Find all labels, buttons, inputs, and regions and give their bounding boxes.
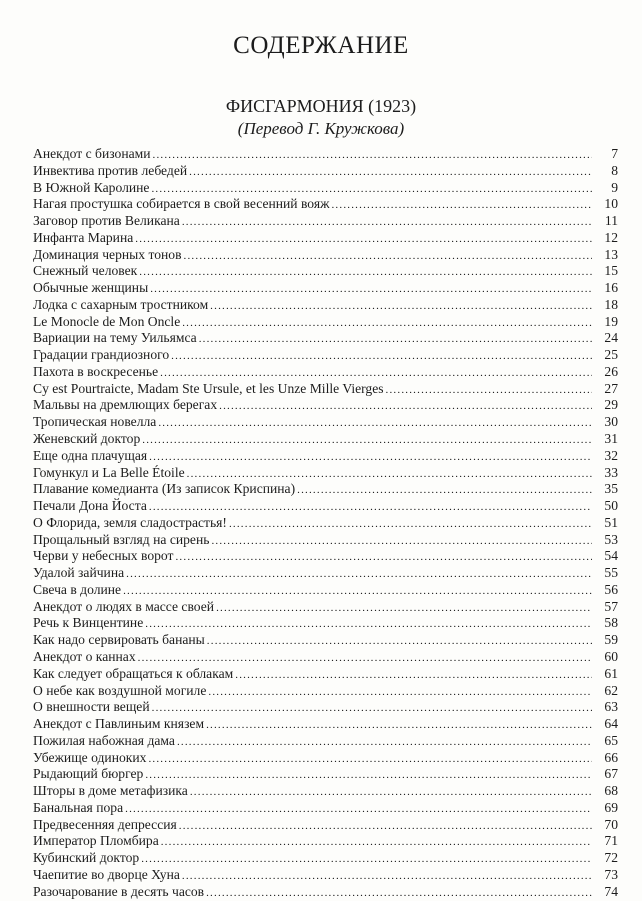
- dot-leader: [149, 499, 592, 516]
- toc-entry-title: Лодка с сахарным тростником: [33, 296, 209, 312]
- toc-entry-page: 56: [604, 581, 618, 597]
- toc-entry-page: 51: [604, 514, 618, 530]
- toc-entry: [33, 314, 618, 331]
- toc-entry-title: Банальная пора: [33, 799, 124, 815]
- toc-entry-title: В Южной Каролине: [33, 179, 150, 195]
- toc-entry-title: Как следует обращаться к облакам: [33, 665, 234, 681]
- toc-entry-page: 24: [604, 330, 618, 346]
- dot-leader: [331, 197, 592, 214]
- toc-entry: [33, 850, 618, 867]
- toc-entry: [33, 230, 618, 247]
- toc-entry: [33, 716, 618, 733]
- toc-entry-title: О небе как воздушной могиле: [33, 682, 207, 698]
- toc-entry: [33, 615, 618, 632]
- toc-entry: [33, 800, 618, 817]
- toc-entry-title: Император Пломбира: [33, 833, 159, 849]
- toc-entry-page: 32: [604, 447, 618, 463]
- toc-entry-title: Вариации на тему Уильямса: [33, 330, 197, 346]
- toc-entry-page: 27: [604, 380, 618, 396]
- toc-entry-page: 70: [604, 816, 618, 832]
- toc-entry-page: 16: [604, 280, 618, 296]
- toc-entry: [33, 582, 618, 599]
- toc-entry: [33, 280, 618, 297]
- toc-entry: [33, 833, 618, 850]
- dot-leader: [139, 264, 592, 281]
- dot-leader: [235, 667, 592, 684]
- toc-entry-page: 11: [604, 213, 618, 229]
- toc-entry: [33, 884, 618, 901]
- toc-entry: [33, 867, 618, 884]
- dot-leader: [179, 818, 592, 835]
- dot-leader: [210, 298, 592, 315]
- toc-entry-title: Тропическая новелла: [33, 414, 157, 430]
- toc-entry: [33, 699, 618, 716]
- toc-entry-page: 33: [604, 464, 618, 480]
- toc-entry-title: Кубинский доктор: [33, 850, 140, 866]
- toc-entry: [33, 498, 618, 515]
- toc-entry-title: Предвесенняя депрессия: [33, 816, 177, 832]
- toc-entry-page: 69: [604, 799, 618, 815]
- toc-entry-title: О внешности вещей: [33, 699, 150, 715]
- toc-entry-title: Женевский доктор: [33, 431, 141, 447]
- toc-entry-title: Анекдот с бизонами: [33, 146, 151, 161]
- dot-leader: [142, 432, 592, 449]
- toc-entry: [33, 180, 618, 197]
- toc-entry-page: 72: [604, 850, 618, 866]
- toc-entry-title: Пожилая набожная дама: [33, 732, 175, 748]
- toc-entry-page: 65: [604, 732, 618, 748]
- dot-leader: [149, 449, 592, 466]
- toc-entry: [33, 481, 618, 498]
- toc-entry: [33, 733, 618, 750]
- toc-entry-page: 60: [604, 648, 618, 664]
- dot-leader: [297, 482, 592, 499]
- dot-leader: [211, 533, 592, 550]
- toc-entry-title: Речь к Винцентине: [33, 615, 144, 631]
- dot-leader: [150, 281, 592, 298]
- dot-leader: [182, 868, 592, 885]
- toc-entry-title: Чаепитие во дворце Хуна: [33, 866, 180, 882]
- toc-entry: [33, 632, 618, 649]
- toc-entry-title: Снежный человек: [33, 263, 138, 279]
- toc-entry: [33, 532, 618, 549]
- toc-entry-page: 35: [604, 481, 618, 497]
- toc-entry: [33, 196, 618, 213]
- toc-entry-page: 9: [611, 179, 618, 195]
- dot-leader: [206, 717, 592, 734]
- toc-entry-page: 8: [611, 162, 618, 178]
- toc-entry-page: 71: [604, 833, 618, 849]
- toc-entry-page: 59: [604, 632, 618, 648]
- toc-entry-title: Прощальный взгляд на сирень: [33, 531, 210, 547]
- toc-entry-title: Le Monocle de Mon Oncle: [33, 313, 181, 329]
- toc-entry-title: Обычные женщины: [33, 280, 149, 296]
- toc-entry-page: 54: [604, 548, 618, 564]
- toc-entry-title: Мальвы на дремлющих берегах: [33, 397, 218, 413]
- toc-entry-title: Шторы в доме метафизика: [33, 783, 188, 799]
- dot-leader: [386, 382, 592, 399]
- toc-entry-page: 66: [604, 749, 618, 765]
- toc-entry-title: Рыдающий бюргер: [33, 766, 144, 782]
- toc-entry-page: 31: [604, 431, 618, 447]
- dot-leader: [175, 549, 592, 566]
- dot-leader: [125, 801, 592, 818]
- dot-leader: [189, 164, 592, 181]
- toc-entry: [33, 649, 618, 666]
- toc-entry-page: 26: [604, 363, 618, 379]
- toc-entry: [33, 465, 618, 482]
- toc-entry-page: 30: [604, 414, 618, 430]
- toc-entry-page: 62: [604, 682, 618, 698]
- toc-entry: [33, 146, 618, 163]
- dot-leader: [182, 214, 592, 231]
- dot-leader: [152, 700, 592, 717]
- dot-leader: [190, 784, 592, 801]
- toc-entry-title: Гомункул и La Belle Étoile: [33, 464, 185, 480]
- toc-entry-title: Удалой зайчина: [33, 565, 125, 581]
- toc-entry: [33, 565, 618, 582]
- toc-entry: [33, 414, 618, 431]
- dot-leader: [207, 633, 592, 650]
- dot-leader: [141, 851, 592, 868]
- toc-entry-page: 18: [604, 296, 618, 312]
- toc-entry: [33, 683, 618, 700]
- toc-entry-page: 63: [604, 699, 618, 715]
- dot-leader: [199, 331, 592, 348]
- toc-entry-page: 68: [604, 783, 618, 799]
- toc-entry-page: 7: [611, 146, 618, 161]
- toc-entry-page: 58: [604, 615, 618, 631]
- dot-leader: [206, 885, 592, 901]
- toc-entry-title: Анекдот с Павлиньим князем: [33, 716, 205, 732]
- toc-entry-title: Убежище одиноких: [33, 749, 147, 765]
- toc-entry: [33, 750, 618, 767]
- toc-entry-title: Cy est Pourtraicte, Madam Ste Ursule, et les Unze Mille Vierges: [33, 380, 384, 396]
- toc-entry: [33, 347, 618, 364]
- dot-leader: [160, 365, 592, 382]
- dot-leader: [123, 583, 592, 600]
- toc-entry: [33, 766, 618, 783]
- toc-entry-page: 13: [604, 246, 618, 262]
- dot-leader: [208, 684, 592, 701]
- toc-entry-title: Плавание комедианта (Из записок Криспина): [33, 481, 296, 497]
- page-title: СОДЕРЖАНИЕ: [233, 32, 409, 59]
- toc-entry: [33, 213, 618, 230]
- toc-entry-title: Разочарование в десять часов: [33, 883, 205, 899]
- toc-entry: [33, 448, 618, 465]
- toc-entry: [33, 364, 618, 381]
- toc-entry: [33, 397, 618, 414]
- toc-entry-title: Заговор против Великана: [33, 213, 180, 229]
- toc-entry: [33, 431, 618, 448]
- toc-entry-title: Инфанта Марина: [33, 229, 134, 245]
- dot-leader: [182, 315, 592, 332]
- dot-leader: [229, 516, 592, 533]
- dot-leader: [177, 734, 592, 751]
- toc-entry-page: 19: [604, 313, 618, 329]
- toc-entry-page: 73: [604, 866, 618, 882]
- dot-leader: [148, 751, 592, 768]
- toc-entry: [33, 783, 618, 800]
- toc-entry: [33, 263, 618, 280]
- toc-entry-page: 55: [604, 565, 618, 581]
- toc-entry: [33, 163, 618, 180]
- dot-leader: [219, 398, 592, 415]
- toc-entry-title: Печали Дона Йоста: [33, 498, 147, 514]
- toc-entry-title: О Флорида, земля сладострастья!: [33, 514, 227, 530]
- toc-entry-page: 67: [604, 766, 618, 782]
- toc-entry-title: Пахота в воскресенье: [33, 363, 159, 379]
- dot-leader: [184, 248, 592, 265]
- dot-leader: [153, 147, 593, 164]
- dot-leader: [151, 181, 592, 198]
- dot-leader: [135, 231, 592, 248]
- toc-entry-page: 12: [604, 229, 618, 245]
- dot-leader: [145, 767, 592, 784]
- toc-entry: [33, 515, 618, 532]
- dot-leader: [187, 466, 592, 483]
- toc-entry-page: 25: [604, 347, 618, 363]
- toc-entry-title: Доминация черных тонов: [33, 246, 182, 262]
- toc-entry-page: 53: [604, 531, 618, 547]
- toc-entry-page: 64: [604, 716, 618, 732]
- toc-entry-title: Еще одна плачущая: [33, 447, 148, 463]
- toc-entry-page: 15: [604, 263, 618, 279]
- toc-entry-title: Черви у небесных ворот: [33, 548, 174, 564]
- toc-entry: [33, 297, 618, 314]
- dot-leader: [161, 834, 592, 851]
- toc-entry-page: 57: [604, 598, 618, 614]
- toc-entry: [33, 548, 618, 565]
- toc-entry-title: Анекдот о каннах: [33, 648, 136, 664]
- dot-leader: [171, 348, 592, 365]
- toc-entry: [33, 381, 618, 398]
- toc-entry-title: Анекдот о людях в массе своей: [33, 598, 215, 614]
- toc-entry-title: Градации грандиозного: [33, 347, 170, 363]
- dot-leader: [138, 650, 592, 667]
- table-of-contents: [33, 146, 618, 900]
- dot-leader: [126, 566, 592, 583]
- toc-entry-title: Нагая простушка собирается в свой весенний вояж: [33, 196, 330, 212]
- translator-credit: (Перевод Г. Кружкова): [237, 119, 405, 138]
- toc-entry: [33, 330, 618, 347]
- dot-leader: [216, 600, 592, 617]
- toc-entry: [33, 599, 618, 616]
- toc-entry-page: 74: [604, 883, 618, 899]
- toc-entry: [33, 817, 618, 834]
- section-title: ФИСГАРМОНИЯ (1923): [225, 96, 417, 116]
- toc-entry-page: 29: [604, 397, 618, 413]
- dot-leader: [145, 616, 592, 633]
- toc-entry-page: 50: [604, 498, 618, 514]
- toc-entry: [33, 247, 618, 264]
- toc-entry-title: Инвектива против лебедей: [33, 162, 188, 178]
- toc-entry-title: Как надо сервировать бананы: [33, 632, 205, 648]
- toc-entry: [33, 666, 618, 683]
- toc-entry-page: 61: [604, 665, 618, 681]
- dot-leader: [158, 415, 592, 432]
- toc-entry-title: Свеча в долине: [33, 581, 122, 597]
- toc-entry-page: 10: [604, 196, 618, 212]
